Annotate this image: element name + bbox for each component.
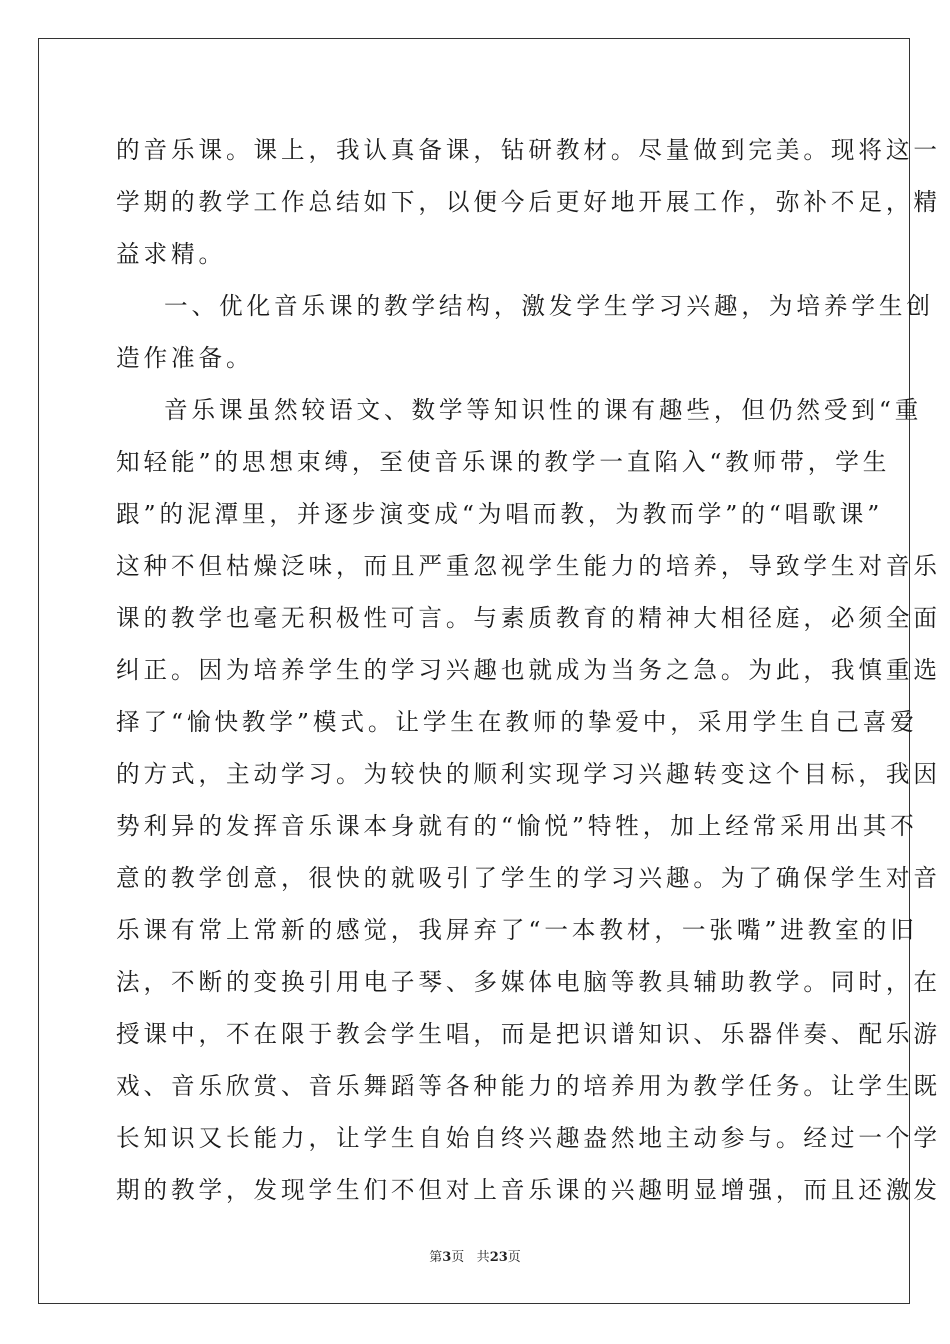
text-line: 益求精。 (116, 240, 226, 268)
text-line: 跟”的泥潭里，并逐步演变成“为唱而教，为教而学”的“唱歌课” (116, 500, 884, 528)
text-line: 课的教学也毫无积极性可言。与素质教育的精神大相径庭，必须全面 (116, 604, 941, 632)
total-pages: 23 (489, 1250, 508, 1265)
text-line: 期的教学，发现学生们不但对上音乐课的兴趣明显增强，而且还激发 (116, 1176, 941, 1204)
text-line: 法，不断的变换引用电子琴、多媒体电脑等教具辅助教学。同时，在 (116, 968, 941, 996)
page-prefix: 第 (429, 1250, 443, 1265)
text-line: 乐课有常上常新的感觉，我屏弃了“一本教材，一张嘴”进教室的旧 (116, 916, 918, 944)
total-suffix: 页 (507, 1250, 521, 1265)
total-prefix: 共 (476, 1250, 490, 1265)
text-line: 戏、音乐欣赏、音乐舞蹈等各种能力的培养用为教学任务。让学生既 (116, 1072, 941, 1100)
text-line: 知轻能”的思想束缚，至使音乐课的教学一直陷入“教师带，学生 (116, 448, 891, 476)
text-line: 意的教学创意，很快的就吸引了学生的学习兴趣。为了确保学生对音 (116, 864, 941, 892)
paragraph-start: 音乐课虽然较语文、数学等知识性的课有趣些，但仍然受到“重 (164, 396, 923, 424)
text-line: 的音乐课。课上，我认真备课，钻研教材。尽量做到完美。现将这一 (116, 136, 941, 164)
page-suffix: 页 (451, 1250, 465, 1265)
page-footer (0, 1246, 950, 1265)
text-line: 的方式，主动学习。为较快的顺利实现学习兴趣转变这个目标，我因 (116, 760, 941, 788)
body-text (116, 124, 941, 1216)
text-line: 纠正。因为培养学生的学习兴趣也就成为当务之急。为此，我慎重选 (116, 656, 941, 684)
text-line: 授课中，不在限于教会学生唱，而是把识谱知识、乐器伴奏、配乐游 (116, 1020, 941, 1048)
text-line: 这种不但枯燥泛味，而且严重忽视学生能力的培养，导致学生对音乐 (116, 552, 941, 580)
text-line: 择了“愉快教学”模式。让学生在教师的挚爱中，采用学生自己喜爱 (116, 708, 918, 736)
section-heading: 一、优化音乐课的教学结构，激发学生学习兴趣，为培养学生创 (164, 292, 934, 320)
text-line: 造作准备。 (116, 344, 254, 372)
text-line: 学期的教学工作总结如下，以便今后更好地开展工作，弥补不足，精 (116, 188, 941, 216)
text-line: 长知识又长能力，让学生自始自终兴趣盎然地主动参与。经过一个学 (116, 1124, 941, 1152)
text-line: 势利异的发挥音乐课本身就有的“愉悦”特牲，加上经常采用出其不 (116, 812, 918, 840)
page-number: 3 (442, 1250, 452, 1265)
